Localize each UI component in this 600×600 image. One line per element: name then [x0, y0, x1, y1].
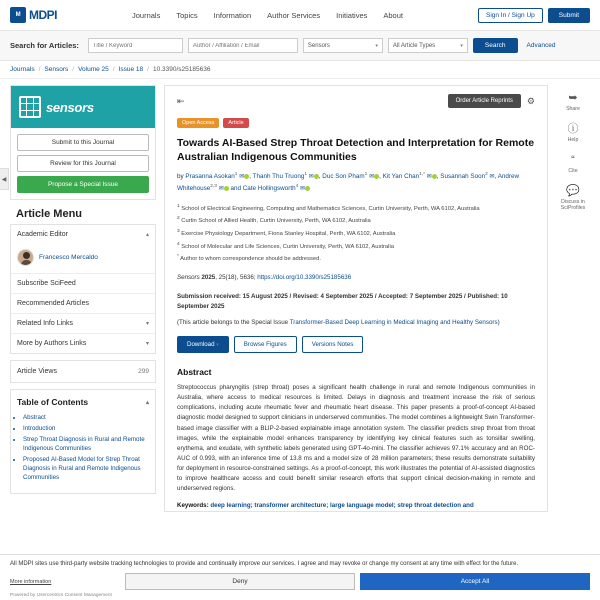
sidebar-item-label: Related Info Links [17, 320, 74, 327]
discuss-label: Discuss in SciProfiles [560, 199, 586, 211]
chevron-down-icon: ▾ [145, 341, 149, 347]
author-affiliation-marker: 4 [295, 184, 299, 190]
affiliation-number: 1 [177, 203, 180, 209]
top-bar [0, 0, 600, 31]
nav-item-initiatives[interactable]: Initiatives [336, 10, 368, 20]
article-menu-card [10, 224, 156, 354]
author-affiliation-marker: 1 [304, 172, 307, 178]
sensors-logo-icon [19, 96, 41, 118]
affiliation-text: School of Molecular and Life Sciences, Curtin University, Perth, WA 6102, Australia [181, 243, 394, 250]
affiliation-number: 3 [177, 228, 180, 234]
author-affiliation-marker: 2,3 [210, 184, 217, 190]
keywords-label: Keywords: [177, 501, 209, 509]
sign-in-button[interactable]: Sign In / Sign Up [478, 8, 543, 23]
cite-icon: “ [571, 154, 575, 166]
email-icon[interactable]: ✉ [300, 186, 306, 193]
article-action-buttons [177, 336, 535, 353]
keywords-row [177, 501, 535, 511]
mdpi-logo-text: MDPI [29, 8, 57, 22]
email-icon[interactable]: ✉ [218, 186, 224, 193]
author-andrew-whitehouse[interactable]: Andrew Whitehouse [177, 173, 520, 193]
author-duc-son-pham[interactable]: Duc Son Pham [322, 173, 365, 181]
search-keyword-input[interactable] [88, 38, 183, 53]
propose-special-issue-button[interactable]: Propose a Special Issue [17, 176, 149, 193]
orcid-icon[interactable] [432, 174, 437, 179]
status-badge-open-access: Open Access [177, 118, 219, 128]
primary-navigation [57, 11, 478, 20]
download-button-label: Download [187, 341, 215, 349]
nav-item-author-services[interactable]: Author Services [267, 10, 321, 20]
breadcrumb-separator: / [147, 66, 149, 73]
academic-editor-header[interactable] [11, 225, 155, 244]
status-badge-article-type: Article [223, 118, 248, 128]
help-icon: ⓘ [567, 123, 579, 135]
chevron-down-icon: ▾ [145, 321, 149, 327]
cite-label: Cite [568, 168, 578, 174]
cookie-more-information-link[interactable]: More information [10, 578, 52, 585]
breadcrumb-item-issue[interactable]: Issue 18 [118, 66, 144, 73]
sidebar-item-more-by-authors[interactable] [11, 333, 155, 353]
email-icon[interactable]: ✉ [369, 174, 375, 181]
list-item [23, 436, 149, 454]
affiliation-text: School of Electrical Engineering, Computing and Mathematics Sciences, Curtin University, Perth, WA 6102, Australia [181, 205, 480, 212]
author-cate-hollingsworth[interactable]: and Cate Hollingsworth [230, 185, 296, 193]
toc-item-proposed-model[interactable]: Proposed AI-Based Model for Strep Throat Diagnosis in Rural and Remote Indigenous Communities [23, 455, 141, 481]
citation-doi-link[interactable]: https://doi.org/10.3390/s25185636 [257, 273, 352, 281]
orcid-icon[interactable] [314, 174, 319, 179]
review-for-journal-button[interactable]: Review for this Journal [17, 155, 149, 172]
abstract-text: Streptococcus pharyngitis (strep throat) poses a significant health challenge in rural and remote Indigenous communities in Australia, where access to medical resources is limited. Delays in diagnosis and treatment increase the risk of serious complications, including acute rheumatic fever and rheumatic heart disease. This paper presents a proof-of-concept AI-based diagnostic model designed to support clinicians in underserved communities. The model combines a lightweight Swin Transformer-based image classifier with a BLIP-2-based explainable image annotation system. The classifier predicts strep throat from throat images, while the explainable model enhances transparency by identifying key clinical features such as tonsillar swelling, erythema, and exudate, with synthetic labels generated using GPT-4o-mini. The classifier achieves 97.1% accuracy and an ROC-AUC of 0.993, with an inference time of 13.8 ms and a model size of 28 million parameters; these results demonstrate suitability for deployment in resource-constrained settings. As a proof-of-concept, this work illustrates the potential of AI-assisted diagnostics to improve healthcare access and could benefit similar research efforts that support clinical decision-making in remote and underserved regions. [177, 384, 535, 492]
list-item [23, 414, 149, 423]
toc-item-introduction[interactable]: Introduction [23, 424, 56, 432]
table-of-contents-card [10, 389, 156, 494]
article-views-count: 299 [138, 368, 149, 375]
special-issue-note [177, 318, 535, 328]
author-susannah-soon[interactable]: Susannah Soon [440, 173, 486, 181]
discuss-action[interactable] [556, 186, 590, 211]
expand-left-panel-icon[interactable]: ◀ [0, 168, 9, 190]
search-button[interactable]: Search [473, 38, 518, 53]
chevron-down-icon: ▾ [375, 42, 378, 49]
special-issue-note-suffix: ) [497, 318, 500, 326]
orcid-icon[interactable] [305, 186, 310, 191]
breadcrumb-item-sensors[interactable]: Sensors [44, 66, 69, 73]
toc-item-abstract[interactable]: Abstract [23, 414, 46, 421]
share-action[interactable] [566, 93, 580, 112]
list-item [177, 253, 535, 264]
search-label: Search for Articles: [10, 41, 79, 50]
submission-history-text: Submission received: 15 August 2025 / Revised: 4 September 2025 / Accepted: 7 September 2025 / Published: 10 September 2025 [177, 292, 508, 310]
cookie-actions [10, 573, 590, 590]
cookie-banner [0, 554, 600, 600]
mdpi-logo-mark [10, 7, 26, 23]
affiliation-list [177, 203, 535, 264]
author-affiliation-marker: 1 [234, 172, 238, 178]
article-type-select[interactable] [388, 38, 468, 53]
affiliation-number: * [177, 254, 179, 260]
cookie-accept-button[interactable]: Accept All [360, 573, 590, 590]
sidebar-item-recommended-articles[interactable] [11, 293, 155, 313]
list-item [23, 425, 149, 434]
affiliation-number: 4 [177, 241, 180, 247]
article-panel [164, 85, 548, 512]
article-views [11, 361, 155, 382]
journal-card [10, 85, 156, 200]
cookie-footer-text: Powered by Usercentrics Consent Management [10, 593, 112, 599]
top-actions [478, 8, 590, 23]
breadcrumb-separator: / [112, 66, 115, 73]
cite-action[interactable] [568, 155, 577, 174]
versions-notes-button[interactable]: Versions Notes [302, 336, 364, 353]
search-author-input[interactable] [188, 38, 298, 53]
avatar [17, 249, 34, 266]
chevron-up-icon: ▴ [145, 399, 149, 406]
nav-item-information[interactable]: Information [213, 10, 252, 20]
breadcrumb-separator: / [72, 66, 75, 73]
download-button[interactable] [177, 336, 229, 353]
page-title: Towards AI-Based Strep Throat Detection and Interpretation for Remote Australian Indigenous Communities [177, 137, 535, 164]
academic-editor-label: Academic Editor [17, 231, 68, 238]
nav-item-topics[interactable]: Topics [176, 10, 198, 20]
chevron-down-icon: ▾ [216, 342, 219, 349]
table-of-contents-header[interactable] [11, 390, 155, 414]
citation-year: 2025 [201, 273, 216, 281]
submit-button[interactable]: Submit [548, 8, 590, 23]
page-layout [0, 79, 600, 512]
article-views-card [10, 360, 156, 383]
journal-select[interactable] [303, 38, 383, 53]
author-affiliation-marker: 1,* [419, 172, 425, 178]
chevron-up-icon: ▴ [145, 232, 149, 238]
journal-header [11, 86, 155, 128]
affiliation-number: 2 [177, 216, 180, 222]
cookie-text: All MDPI sites use third-party website tracking technologies to provide and continually improve our services. I agree and may revoke or change my consent at any time with effect for the future. [10, 561, 519, 567]
browse-figures-button[interactable]: Browse Figures [234, 336, 297, 353]
share-label: Share [566, 106, 580, 112]
breadcrumb-separator: / [38, 66, 41, 73]
article-badges [177, 118, 535, 128]
citation-journal: Sensors [177, 273, 200, 281]
academic-editor[interactable] [11, 244, 155, 273]
author-prasanna-asokan[interactable]: Prasanna Asokan [185, 173, 235, 181]
mdpi-logo-mark-letter: M [15, 12, 21, 18]
article-panel-toolbar [177, 94, 535, 108]
cookie-buttons [57, 573, 590, 590]
journal-actions [11, 128, 155, 199]
share-icon: ➥ [568, 92, 578, 104]
table-of-contents-label: Table of Contents [17, 397, 89, 407]
submit-to-journal-button[interactable]: Submit to this Journal [17, 134, 149, 151]
author-affiliation-marker: 2 [485, 172, 488, 178]
list-item [23, 456, 149, 483]
citation-article-number: 5636 [240, 273, 254, 281]
article-toolbar-actions [448, 94, 535, 108]
author-affiliation-marker: 1 [364, 172, 368, 178]
chevron-down-icon: ▾ [460, 42, 463, 49]
nav-item-about[interactable]: About [383, 10, 403, 20]
author-thanh-thu-truong[interactable]: Thanh Thu Truong [252, 173, 305, 181]
search-bar [0, 31, 600, 61]
table-of-contents-list [11, 414, 155, 493]
list-item [177, 241, 535, 252]
submission-history [177, 292, 535, 312]
article-type-select-value: All Article Types [392, 42, 436, 49]
special-issue-note-prefix: (This article belongs to the Special Issue [177, 318, 290, 326]
list-item [177, 228, 535, 239]
journal-title: sensors [46, 99, 94, 115]
discuss-icon: 💬 [566, 185, 580, 197]
sidebar-item-label: More by Authors Links [17, 340, 87, 347]
byline-prefix: by [177, 173, 184, 181]
affiliation-text: Curtin School of Allied Health, Curtin University, Perth, WA 6102, Australia [181, 218, 371, 225]
breadcrumb-item-doi: 10.3390/s25185636 [152, 66, 211, 73]
orcid-icon[interactable] [244, 174, 249, 179]
orcid-icon[interactable] [224, 186, 229, 191]
citation-volume-issue: 25(18) [218, 273, 237, 281]
article-views-label: Article Views [17, 368, 57, 375]
sidebar-item-subscribe-scifeed[interactable] [11, 273, 155, 293]
abstract-heading: Abstract [177, 367, 212, 378]
email-icon[interactable]: ✉ [426, 174, 432, 181]
toc-item-strep-diagnosis[interactable]: Strep Throat Diagnosis in Rural and Remote Indigenous Communities [23, 435, 145, 452]
sidebar-item-label: Recommended Articles [17, 300, 89, 307]
email-icon[interactable]: ✉ [489, 174, 495, 181]
orcid-icon[interactable] [374, 174, 379, 179]
author-kit-yan-chan[interactable]: Kit Yan Chan [382, 173, 420, 181]
special-issue-link[interactable]: Transformer-Based Deep Learning in Medical Imaging and Healthy Sensors [289, 318, 498, 326]
keywords-list[interactable]: deep learning; transformer architecture; large language model; strep throat detection and [210, 501, 474, 509]
collapse-sidebar-icon[interactable]: ⇤ [177, 95, 185, 106]
advanced-search-link[interactable]: Advanced [526, 42, 556, 49]
gear-icon[interactable]: ⚙ [526, 95, 535, 106]
article-menu-title: Article Menu [16, 208, 83, 220]
email-icon[interactable]: ✉ [239, 174, 245, 181]
mdpi-logo[interactable] [10, 7, 57, 23]
affiliation-text: Exercise Physiology Department, Fiona Stanley Hospital, Perth, WA 6102, Australia [181, 230, 396, 237]
citation-line: Sensors 2025, 25(18), 5636; https://doi.org/10.3390/s25185636 [177, 273, 352, 281]
journal-select-value: Sensors [307, 42, 330, 49]
breadcrumb [0, 61, 600, 79]
sidebar-item-label: Subscribe SciFeed [17, 280, 76, 287]
academic-editor-name: Francesco Mercaldo [39, 254, 98, 261]
list-item [177, 203, 535, 214]
author-list: by Prasanna Asokan$^1$ ✉ , Thanh Thu Truong$^1$ ✉ , Duc Son Pham$^1$ ✉ , Kit Yan Chan$^{1,*}$ ✉ , Susannah Soon$^2$ ✉, Andrew Whitehouse$^{2,3}$ ✉ and Cate Hollingsworth$^4$ ✉ [177, 172, 520, 193]
sidebar-item-related-info-links[interactable] [11, 313, 155, 333]
sidebar [10, 85, 156, 512]
nav-item-journals[interactable]: Journals [132, 10, 161, 20]
breadcrumb-item-volume[interactable]: Volume 25 [78, 66, 109, 73]
list-item [177, 215, 535, 226]
utility-rail [556, 85, 590, 512]
order-article-reprints-button[interactable]: Order Article Reprints [448, 94, 521, 108]
cookie-deny-button[interactable]: Deny [125, 573, 355, 590]
email-icon[interactable]: ✉ [308, 174, 314, 181]
breadcrumb-item-journals[interactable]: Journals [10, 66, 35, 73]
help-action[interactable] [568, 124, 579, 143]
help-label: Help [567, 137, 579, 143]
affiliation-text: Author to whom correspondence should be addressed. [180, 256, 321, 263]
